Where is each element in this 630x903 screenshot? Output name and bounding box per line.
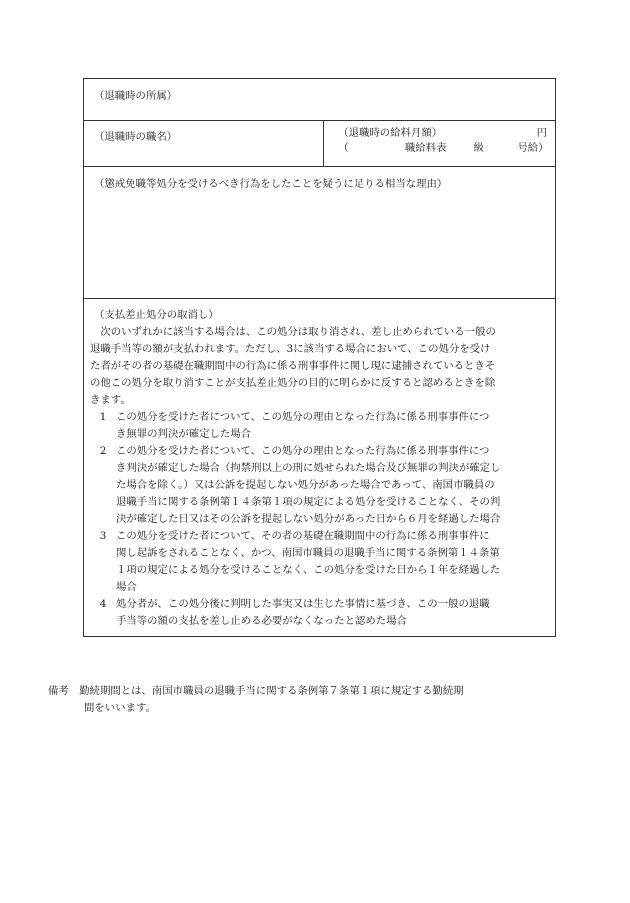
- intro-line: た者がその者の基礎在職期間中の行為に係る刑事事件に関し現に逮捕されているときそ: [90, 360, 496, 372]
- item-line: １項の規定による処分を受けることなく、この処分を受けた日から１年を経過した: [116, 564, 501, 576]
- cancellation-item: [90, 409, 549, 443]
- affiliation-label: （退職時の所属）: [94, 90, 178, 102]
- salary-cell: [324, 121, 555, 166]
- reason-row: [84, 167, 555, 299]
- item-number: 4: [99, 598, 107, 610]
- position-label: （退職時の職名）: [94, 131, 178, 143]
- item-line: この処分を受けた者について、この処分の理由となった行為に係る刑事事件につ: [116, 411, 490, 423]
- item-line: た場合を除く。）又は公訴を提起しない処分があった場合であって、南国市職員の: [116, 479, 495, 491]
- intro-line: の他この処分を取り消すことが支払差止処分の目的に明らかに反すると認めるときを除: [90, 377, 496, 389]
- item-number: 2: [99, 445, 107, 457]
- position-cell: [84, 121, 324, 166]
- intro-line: きます。: [90, 394, 131, 406]
- affiliation-row: [84, 79, 555, 121]
- cancellation-heading: （支払差止処分の取消し）: [94, 309, 219, 321]
- intro-line: 次のいずれかに該当する場合は、この処分は取り消され、差し止められている一般の: [90, 326, 496, 338]
- salary-label: （退職時の給料月額）: [338, 127, 443, 139]
- salary-grade: 級: [473, 142, 484, 154]
- disposition-form-table: [83, 78, 556, 637]
- remarks-note: [48, 683, 568, 717]
- item-line: この処分を受けた者について、この処分の理由となった行為に係る刑事事件につ: [116, 445, 490, 457]
- item-number: 3: [99, 530, 107, 542]
- intro-line: 退職手当等の額が支払われます。ただし、3に該当する場合において、この処分を受け: [90, 343, 491, 355]
- item-line: 関し起訴をされることなく、かつ、南国市職員の退職手当に関する条例第１４条第: [116, 547, 500, 559]
- cancellation-intro: [90, 324, 549, 409]
- cancellation-item: [90, 596, 549, 630]
- salary-line: [338, 126, 547, 141]
- salary-open-paren: （: [338, 142, 349, 154]
- cancellation-item: [90, 528, 549, 596]
- item-line: き判決が確定した場合（拘禁刑以上の刑に処せられた場合及び無罪の判決が確定し: [116, 462, 501, 474]
- item-line: 場合: [116, 581, 137, 593]
- salary-grade-line: [338, 141, 547, 156]
- item-line: 退職手当に関する条例第１４条第１項の規定による処分を受けることなく、その判: [116, 496, 501, 508]
- item-number: 1: [99, 411, 107, 423]
- salary-table: 職給料表: [404, 142, 447, 154]
- item-line: 決が確定した日又はその公訴を提起しない処分があった日から６月を経過した場合: [116, 513, 501, 525]
- cancellation-row: [84, 299, 555, 636]
- remarks-line: 間をいいます。: [84, 702, 156, 714]
- item-line: き無罪の判決が確定した場合: [116, 428, 252, 440]
- item-line: 手当等の額の支払を差し止める必要がなくなったと認めた場合: [116, 615, 407, 627]
- item-line: この処分を受けた者について、その者の基礎在職期間中の行為に係る刑事事件に: [116, 530, 490, 542]
- cancellation-item: [90, 443, 549, 528]
- salary-unit: 円: [536, 127, 547, 139]
- position-salary-row: [84, 121, 555, 167]
- salary-step: 号給）: [517, 142, 549, 154]
- item-line: 処分者が、この処分後に判明した事実又は生じた事情に基づき、この一般の退職: [116, 598, 490, 610]
- reason-label: （懲戒免職等処分を受けるべき行為をしたことを疑うに足りる相当な理由）: [94, 178, 448, 190]
- remarks-line: 備考 勤続期間とは、南国市職員の退職手当に関する条例第７条第１項に規定する勤続期: [48, 685, 464, 697]
